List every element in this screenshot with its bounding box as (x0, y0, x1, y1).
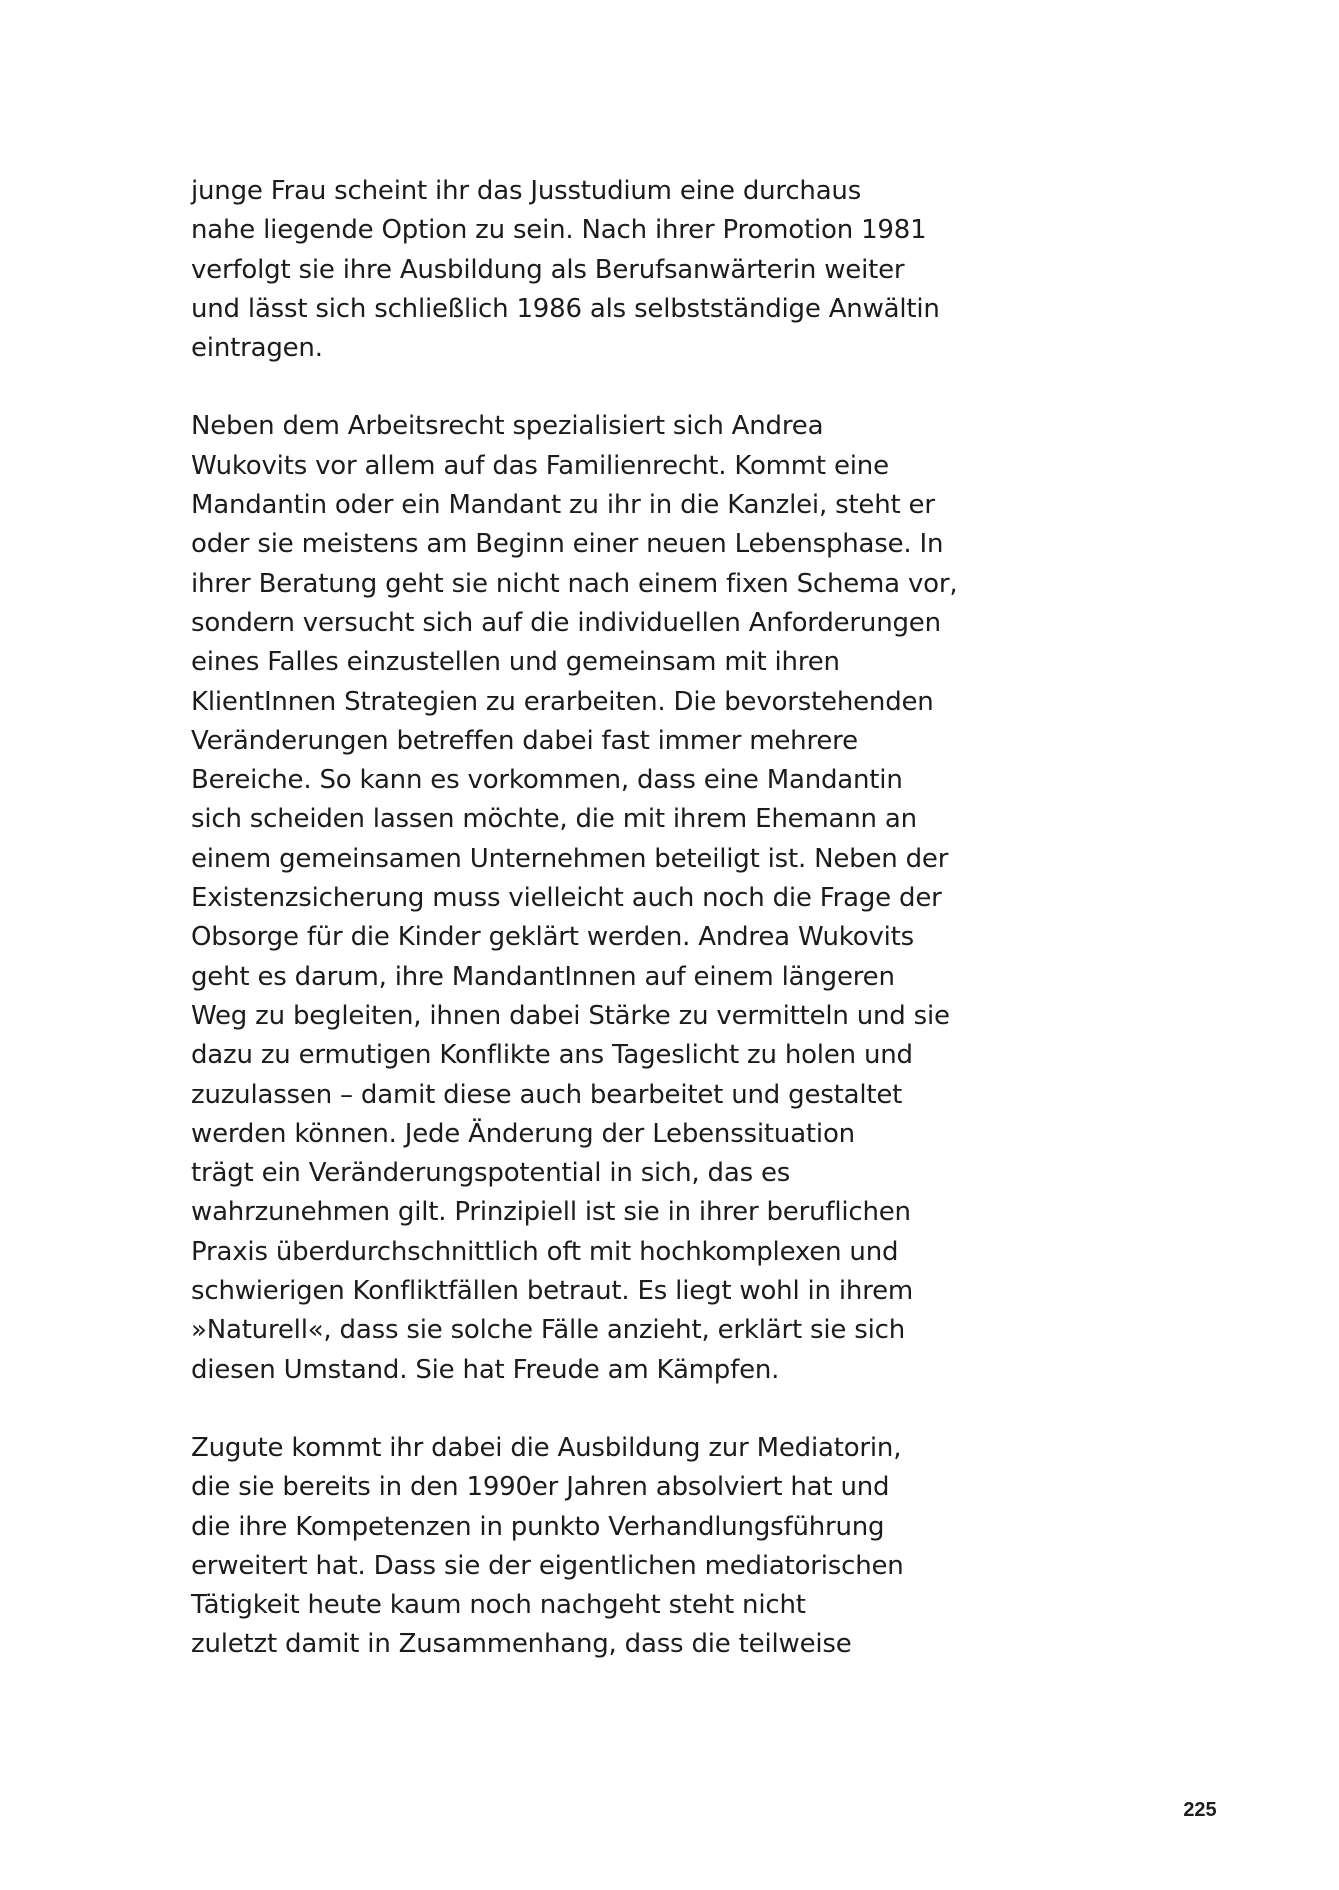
text-line: nahe liegende Option zu sein. Nach ihrer Promotion 1981 (191, 215, 927, 246)
text-line: Obsorge für die Kinder geklärt werden. Andrea Wukovits (191, 922, 914, 953)
text-line: Wukovits vor allem auf das Familienrecht. Kommt eine (191, 450, 889, 481)
paragraph-2 (191, 407, 981, 1389)
text-line: die sie bereits in den 1990er Jahren absolviert hat und (191, 1472, 890, 1503)
text-line: trägt ein Veränderungspotential in sich, das es (191, 1158, 791, 1189)
paragraph-3 (191, 1429, 981, 1665)
text-line: sondern versucht sich auf die individuellen Anforderungen (191, 607, 941, 638)
text-line: diesen Umstand. Sie hat Freude am Kämpfen. (191, 1354, 780, 1385)
text-line: Mandantin oder ein Mandant zu ihr in die Kanzlei, steht er (191, 490, 935, 521)
text-line: ihrer Beratung geht sie nicht nach einem fixen Schema vor, (191, 568, 958, 599)
text-line: Tätigkeit heute kaum noch nachgeht steht nicht (191, 1590, 806, 1621)
text-line: zuzulassen – damit diese auch bearbeitet und gestaltet (191, 1079, 903, 1110)
text-line: die ihre Kompetenzen in punkto Verhandlungsführung (191, 1511, 885, 1542)
text-line: einem gemeinsamen Unternehmen beteiligt ist. Neben der (191, 843, 949, 874)
text-line: und lässt sich schließlich 1986 als selbstständige Anwältin (191, 293, 940, 324)
text-line: Neben dem Arbeitsrecht spezialisiert sich Andrea (191, 411, 824, 442)
text-line: Veränderungen betreffen dabei fast immer mehrere (191, 725, 858, 756)
text-line: eines Falles einzustellen und gemeinsam mit ihren (191, 647, 840, 678)
paragraph-1 (191, 172, 981, 368)
text-line: wahrzunehmen gilt. Prinzipiell ist sie in ihrer beruflichen (191, 1197, 911, 1228)
text-line: Praxis überdurchschnittlich oft mit hochkomplexen und (191, 1236, 899, 1267)
text-line: dazu zu ermutigen Konflikte ans Tageslicht zu holen und (191, 1040, 913, 1071)
text-line: schwierigen Konfliktfällen betraut. Es liegt wohl in ihrem (191, 1276, 914, 1307)
text-line: junge Frau scheint ihr das Jusstudium eine durchaus (191, 176, 862, 206)
text-line: geht es darum, ihre MandantInnen auf einem längeren (191, 961, 895, 992)
text-line: werden können. Jede Änderung der Lebenssituation (191, 1118, 855, 1149)
text-line: oder sie meistens am Beginn einer neuen Lebensphase. In (191, 529, 944, 560)
text-line: Zugute kommt ihr dabei die Ausbildung zur Mediatorin, (191, 1432, 902, 1463)
page-number: 225 (1183, 1799, 1217, 1821)
text-line: erweitert hat. Dass sie der eigentlichen mediatorischen (191, 1550, 904, 1581)
text-line: Existenzsicherung muss vielleicht auch noch die Frage der (191, 883, 942, 914)
text-line: Weg zu begleiten, ihnen dabei Stärke zu vermitteln und sie (191, 1000, 950, 1031)
text-line: »Naturell«, dass sie solche Fälle anzieht, erklärt sie sich (191, 1315, 906, 1346)
text-line: sich scheiden lassen möchte, die mit ihrem Ehemann an (191, 804, 917, 835)
text-line: zuletzt damit in Zusammenhang, dass die teilweise (191, 1629, 852, 1660)
text-line: KlientInnen Strategien zu erarbeiten. Die bevorstehenden (191, 686, 934, 717)
text-line: Bereiche. So kann es vorkommen, dass eine Mandantin (191, 765, 903, 796)
text-line: verfolgt sie ihre Ausbildung als Berufsanwärterin weiter (191, 254, 905, 285)
text-line: eintragen. (191, 333, 323, 364)
body-text (191, 172, 981, 1704)
